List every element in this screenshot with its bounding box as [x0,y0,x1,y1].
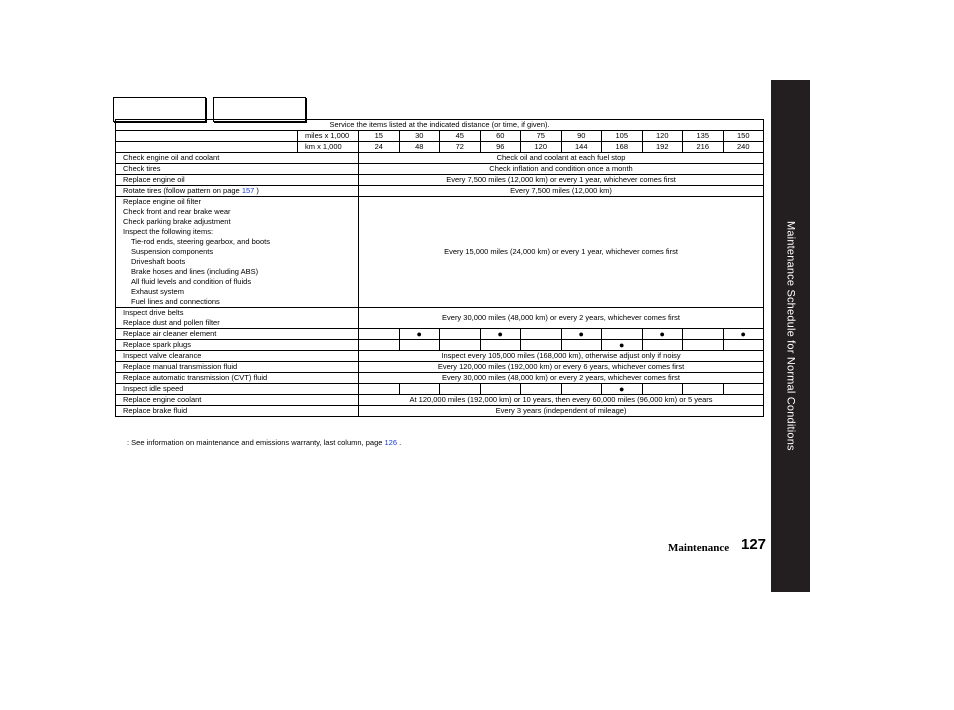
miles-cell: 90 [561,131,602,142]
empty-cell [440,384,481,395]
item-cell: Tie-rod ends, steering gearbox, and boots [116,237,359,247]
empty-cell [642,340,683,351]
miles-cell: 135 [683,131,724,142]
item-cell: Driveshaft boots [116,257,359,267]
km-cell: 120 [521,142,562,153]
item-cell: Suspension components [116,247,359,257]
dot-marker: ● [602,340,643,351]
miles-row [116,131,764,142]
empty-cell [480,384,521,395]
empty-cell [723,340,764,351]
table-caption: Service the items listed at the indicated distance (or time, if given). [116,120,764,131]
table-row [116,351,764,362]
table-row [116,186,764,197]
table-row [116,175,764,186]
item-cell: Replace manual transmission fluid [116,362,359,373]
table-row [116,308,764,319]
miles-cell: 30 [399,131,440,142]
item-cell: Replace spark plugs [116,340,359,351]
empty-cell [561,340,602,351]
footnote [127,438,401,447]
empty-cell [440,329,481,340]
miles-cell: 105 [602,131,643,142]
footer-section: Maintenance [668,542,730,554]
table-row [116,373,764,384]
item-cell: Check tires [116,164,359,175]
km-cell: 72 [440,142,481,153]
table-row [116,329,764,340]
interval-cell: Every 7,500 miles (12,000 km) [359,186,764,197]
item-cell: All fluid levels and condition of fluids [116,277,359,287]
item-cell: Inspect the following items: [116,227,359,237]
item-cell [116,186,359,197]
item-cell: Replace brake fluid [116,406,359,417]
item-cell: Check front and rear brake wear [116,207,359,217]
empty-cell [521,340,562,351]
empty-cell [683,340,724,351]
empty-cell [642,384,683,395]
table-caption-row [116,120,764,131]
km-cell: 48 [399,142,440,153]
item-cell: Exhaust system [116,287,359,297]
km-row [116,142,764,153]
empty-cell [399,340,440,351]
item-cell: Replace engine oil [116,175,359,186]
item-cell: Check parking brake adjustment [116,217,359,227]
miles-cell: 120 [642,131,683,142]
table-row [116,384,764,395]
empty-cell [561,384,602,395]
item-cell: Fuel lines and connections [116,297,359,308]
dot-marker: ● [480,329,521,340]
empty-cell [521,329,562,340]
blank-cell [116,131,298,142]
page-footer [668,535,767,557]
item-cell: Inspect drive belts [116,308,359,319]
empty-cell [440,340,481,351]
dot-marker: ● [561,329,602,340]
table-row [116,395,764,406]
km-label: km x 1,000 [298,142,359,153]
table-row [116,164,764,175]
empty-cell [683,384,724,395]
interval-cell: Check inflation and condition once a month [359,164,764,175]
empty-cell [480,340,521,351]
table-row [116,340,764,351]
empty-cell [521,384,562,395]
dot-marker: ● [602,384,643,395]
item-text: ) [254,186,259,195]
item-cell: Brake hoses and lines (including ABS) [116,267,359,277]
interval-cell: Every 30,000 miles (48,000 km) or every 2 years, whichever comes first [359,373,764,384]
interval-cell: Every 7,500 miles (12,000 km) or every 1 year, whichever comes first [359,175,764,186]
item-cell: Replace air cleaner element [116,329,359,340]
item-cell: Replace engine oil filter [116,197,359,208]
empty-cell [359,384,400,395]
km-cell: 168 [602,142,643,153]
empty-cell [602,329,643,340]
empty-cell [359,340,400,351]
page-link[interactable]: 157 [241,186,255,195]
km-cell: 192 [642,142,683,153]
interval-cell: Every 15,000 miles (24,000 km) or every 1 year, whichever comes first [359,197,764,308]
dot-marker: ● [642,329,683,340]
blank-cell [116,142,298,153]
item-cell: Inspect valve clearance [116,351,359,362]
page-link[interactable]: 126 [384,438,398,447]
footnote-text: . [397,438,402,447]
item-cell: Inspect idle speed [116,384,359,395]
item-text: Rotate tires (follow pattern on page [123,186,242,195]
miles-label: miles x 1,000 [298,131,359,142]
dot-marker: ● [723,329,764,340]
page-number: 127 [741,536,767,553]
item-cell: Check engine oil and coolant [116,153,359,164]
miles-cell: 45 [440,131,481,142]
miles-cell: 75 [521,131,562,142]
empty-cell [683,329,724,340]
table-row [116,153,764,164]
dot-marker: ● [399,329,440,340]
interval-cell: At 120,000 miles (192,000 km) or 10 years, then every 60,000 miles (96,000 km) or 5 years [359,395,764,406]
interval-cell: Every 120,000 miles (192,000 km) or every 6 years, whichever comes first [359,362,764,373]
km-cell: 96 [480,142,521,153]
miles-cell: 60 [480,131,521,142]
table-row [116,362,764,373]
empty-cell [723,384,764,395]
maintenance-schedule-table [115,119,764,417]
km-cell: 240 [723,142,764,153]
item-cell: Replace automatic transmission (CVT) fluid [116,373,359,384]
interval-cell: Inspect every 105,000 miles (168,000 km), otherwise adjust only if noisy [359,351,764,362]
km-cell: 144 [561,142,602,153]
empty-cell [399,384,440,395]
interval-cell: Every 30,000 miles (48,000 km) or every 2 years, whichever comes first [359,308,764,329]
empty-cell [359,329,400,340]
interval-cell: Every 3 years (independent of mileage) [359,406,764,417]
km-cell: 216 [683,142,724,153]
item-cell: Replace engine coolant [116,395,359,406]
item-cell: Replace dust and pollen filter [116,318,359,329]
km-cell: 24 [359,142,400,153]
miles-cell: 15 [359,131,400,142]
section-tab-title: Maintenance Schedule for Normal Conditions [784,221,797,451]
table-row [116,406,764,417]
miles-cell: 150 [723,131,764,142]
footnote-text: : See information on maintenance and emissions warranty, last column, page [127,438,385,447]
interval-cell: Check oil and coolant at each fuel stop [359,153,764,164]
section-tab-label-wrap [771,80,810,592]
table-row [116,197,764,208]
